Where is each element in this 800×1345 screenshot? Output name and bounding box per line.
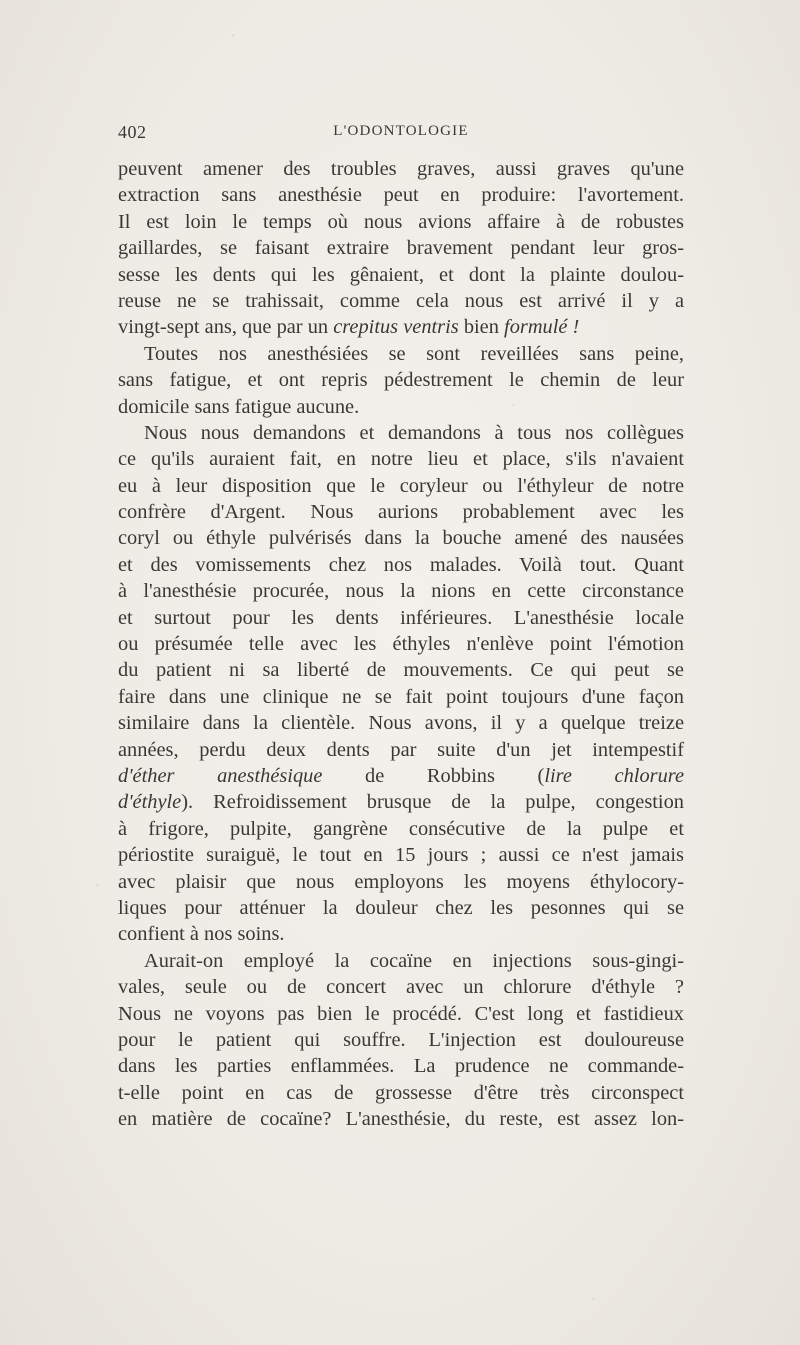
text-line	[118, 367, 684, 393]
text-line	[118, 921, 684, 947]
text-line	[118, 1027, 684, 1053]
text-line	[118, 605, 684, 631]
text-segment: Nous ne voyons pas bien le procédé. C'est long et fastidieux	[118, 1002, 684, 1025]
text-segment: t-elle point en cas de grossesse d'être très circonspect	[118, 1081, 684, 1104]
text-segment: vales, seule ou de concert avec un chlorure d'éthyle ?	[118, 976, 684, 999]
text-line	[118, 816, 684, 842]
text-line	[118, 684, 684, 710]
text-segment: de Robbins (	[322, 764, 545, 787]
text-line	[118, 869, 684, 895]
text-line	[118, 1001, 684, 1027]
text-segment: bien	[458, 316, 505, 339]
text-line	[118, 499, 684, 525]
text-line	[118, 657, 684, 683]
text-segment: Aurait-on employé la cocaïne en injections sous-gingi-	[144, 949, 684, 972]
text-line	[118, 948, 684, 974]
text-segment: à frigore, pulpite, gangrène consécutive de la pulpe et	[118, 817, 684, 840]
text-segment: liques pour atténuer la douleur chez les pesonnes qui se	[118, 896, 684, 919]
text-line	[118, 394, 684, 420]
text-segment: Il est loin le temps où nous avions affaire à de robustes	[118, 210, 684, 233]
text-segment: vingt-sept ans, que par un	[118, 316, 334, 339]
text-segment: faire dans une clinique ne se fait point toujours d'une façon	[118, 685, 684, 708]
text-line	[118, 1106, 684, 1132]
text-segment: extraction sans anesthésie peut en produire: l'avortement.	[118, 184, 684, 207]
text-line	[118, 552, 684, 578]
text-segment: confrère d'Argent. Nous aurions probablement avec les	[118, 501, 684, 524]
text-line	[118, 974, 684, 1000]
text-segment: à l'anesthésie procurée, nous la nions en cette circonstance	[118, 580, 684, 603]
italic-text: d'éthyle	[118, 791, 182, 814]
text-line	[118, 288, 684, 314]
text-segment: eu à leur disposition que le coryleur ou l'éthyleur de notre	[118, 474, 684, 497]
text-segment: sesse les dents qui les gênaient, et dont la plainte doulou-	[118, 263, 684, 286]
text-line	[118, 1080, 684, 1106]
text-segment: Nous nous demandons et demandons à tous nos collègues	[144, 421, 684, 444]
text-segment: du patient ni sa liberté de mouvements. Ce qui peut se	[118, 659, 684, 682]
text-segment: ). Refroidissement brusque de la pulpe, congestion	[181, 791, 684, 814]
italic-text: crepitus ventris	[333, 316, 459, 339]
text-line	[118, 710, 684, 736]
text-segment: confient à nos soins.	[118, 923, 285, 946]
text-line	[118, 737, 684, 763]
text-segment: gaillardes, se faisant extraire bravement pendant leur gros-	[118, 237, 684, 260]
text-segment: et des vomissements chez nos malades. Voilà tout. Quant	[118, 553, 684, 576]
running-title: L'ODONTOLOGIE	[333, 123, 469, 139]
text-line	[118, 182, 684, 208]
text-segment: pour le patient qui souffre. L'injection est douloureuse	[118, 1028, 684, 1051]
text-line	[118, 763, 684, 789]
text-line	[118, 789, 684, 815]
text-line	[118, 525, 684, 551]
body-text	[118, 156, 684, 1132]
text-line	[118, 446, 684, 472]
text-segment: en matière de cocaïne? L'anesthésie, du reste, est assez lon-	[118, 1108, 684, 1131]
text-segment: reuse ne se trahissait, comme cela nous est arrivé il y a	[118, 289, 684, 312]
text-line	[118, 420, 684, 446]
paper-speck	[592, 1298, 595, 1300]
text-segment: coryl ou éthyle pulvérisés dans la bouche amené des nausées	[118, 527, 684, 550]
text-segment: avec plaisir que nous employons les moyens éthylocory-	[118, 870, 684, 893]
text-line	[118, 341, 684, 367]
text-line	[118, 473, 684, 499]
paper-speck	[96, 884, 99, 887]
text-line	[118, 578, 684, 604]
text-line	[118, 262, 684, 288]
text-segment: peuvent amener des troubles graves, aussi graves qu'une	[118, 158, 684, 180]
text-line	[118, 631, 684, 657]
page-number: 402	[118, 122, 147, 142]
text-segment: sans fatigue, et ont repris pédestrement le chemin de leur	[118, 369, 684, 392]
running-header	[118, 122, 684, 146]
text-line	[118, 314, 684, 340]
text-line	[118, 842, 684, 868]
text-segment: années, perdu deux dents par suite d'un jet intempestif	[118, 738, 684, 761]
text-segment: domicile sans fatigue aucune.	[118, 395, 360, 418]
text-segment: et surtout pour les dents inférieures. L'anesthésie locale	[118, 606, 684, 629]
text-segment: ou présumée telle avec les éthyles n'enlève point l'émotion	[118, 633, 684, 656]
paper-speck	[232, 34, 235, 37]
text-line	[118, 1053, 684, 1079]
text-line	[118, 235, 684, 261]
italic-text: lire chlorure	[544, 764, 684, 787]
text-segment: dans les parties enflammées. La prudence ne commande-	[118, 1055, 684, 1078]
text-line	[118, 209, 684, 235]
text-segment: ce qu'ils auraient fait, en notre lieu et place, s'ils n'avaient	[118, 448, 684, 471]
text-segment: Toutes nos anesthésiées se sont reveillées sans peine,	[144, 342, 684, 365]
italic-text: formulé !	[504, 316, 580, 339]
text-segment: périostite suraiguë, le tout en 15 jours ; aussi ce n'est jamais	[118, 844, 684, 867]
text-line	[118, 895, 684, 921]
italic-text: d'éther anesthésique	[118, 764, 323, 787]
text-line	[118, 156, 684, 182]
text-segment: similaire dans la clientèle. Nous avons, il y a quelque treize	[118, 712, 684, 735]
